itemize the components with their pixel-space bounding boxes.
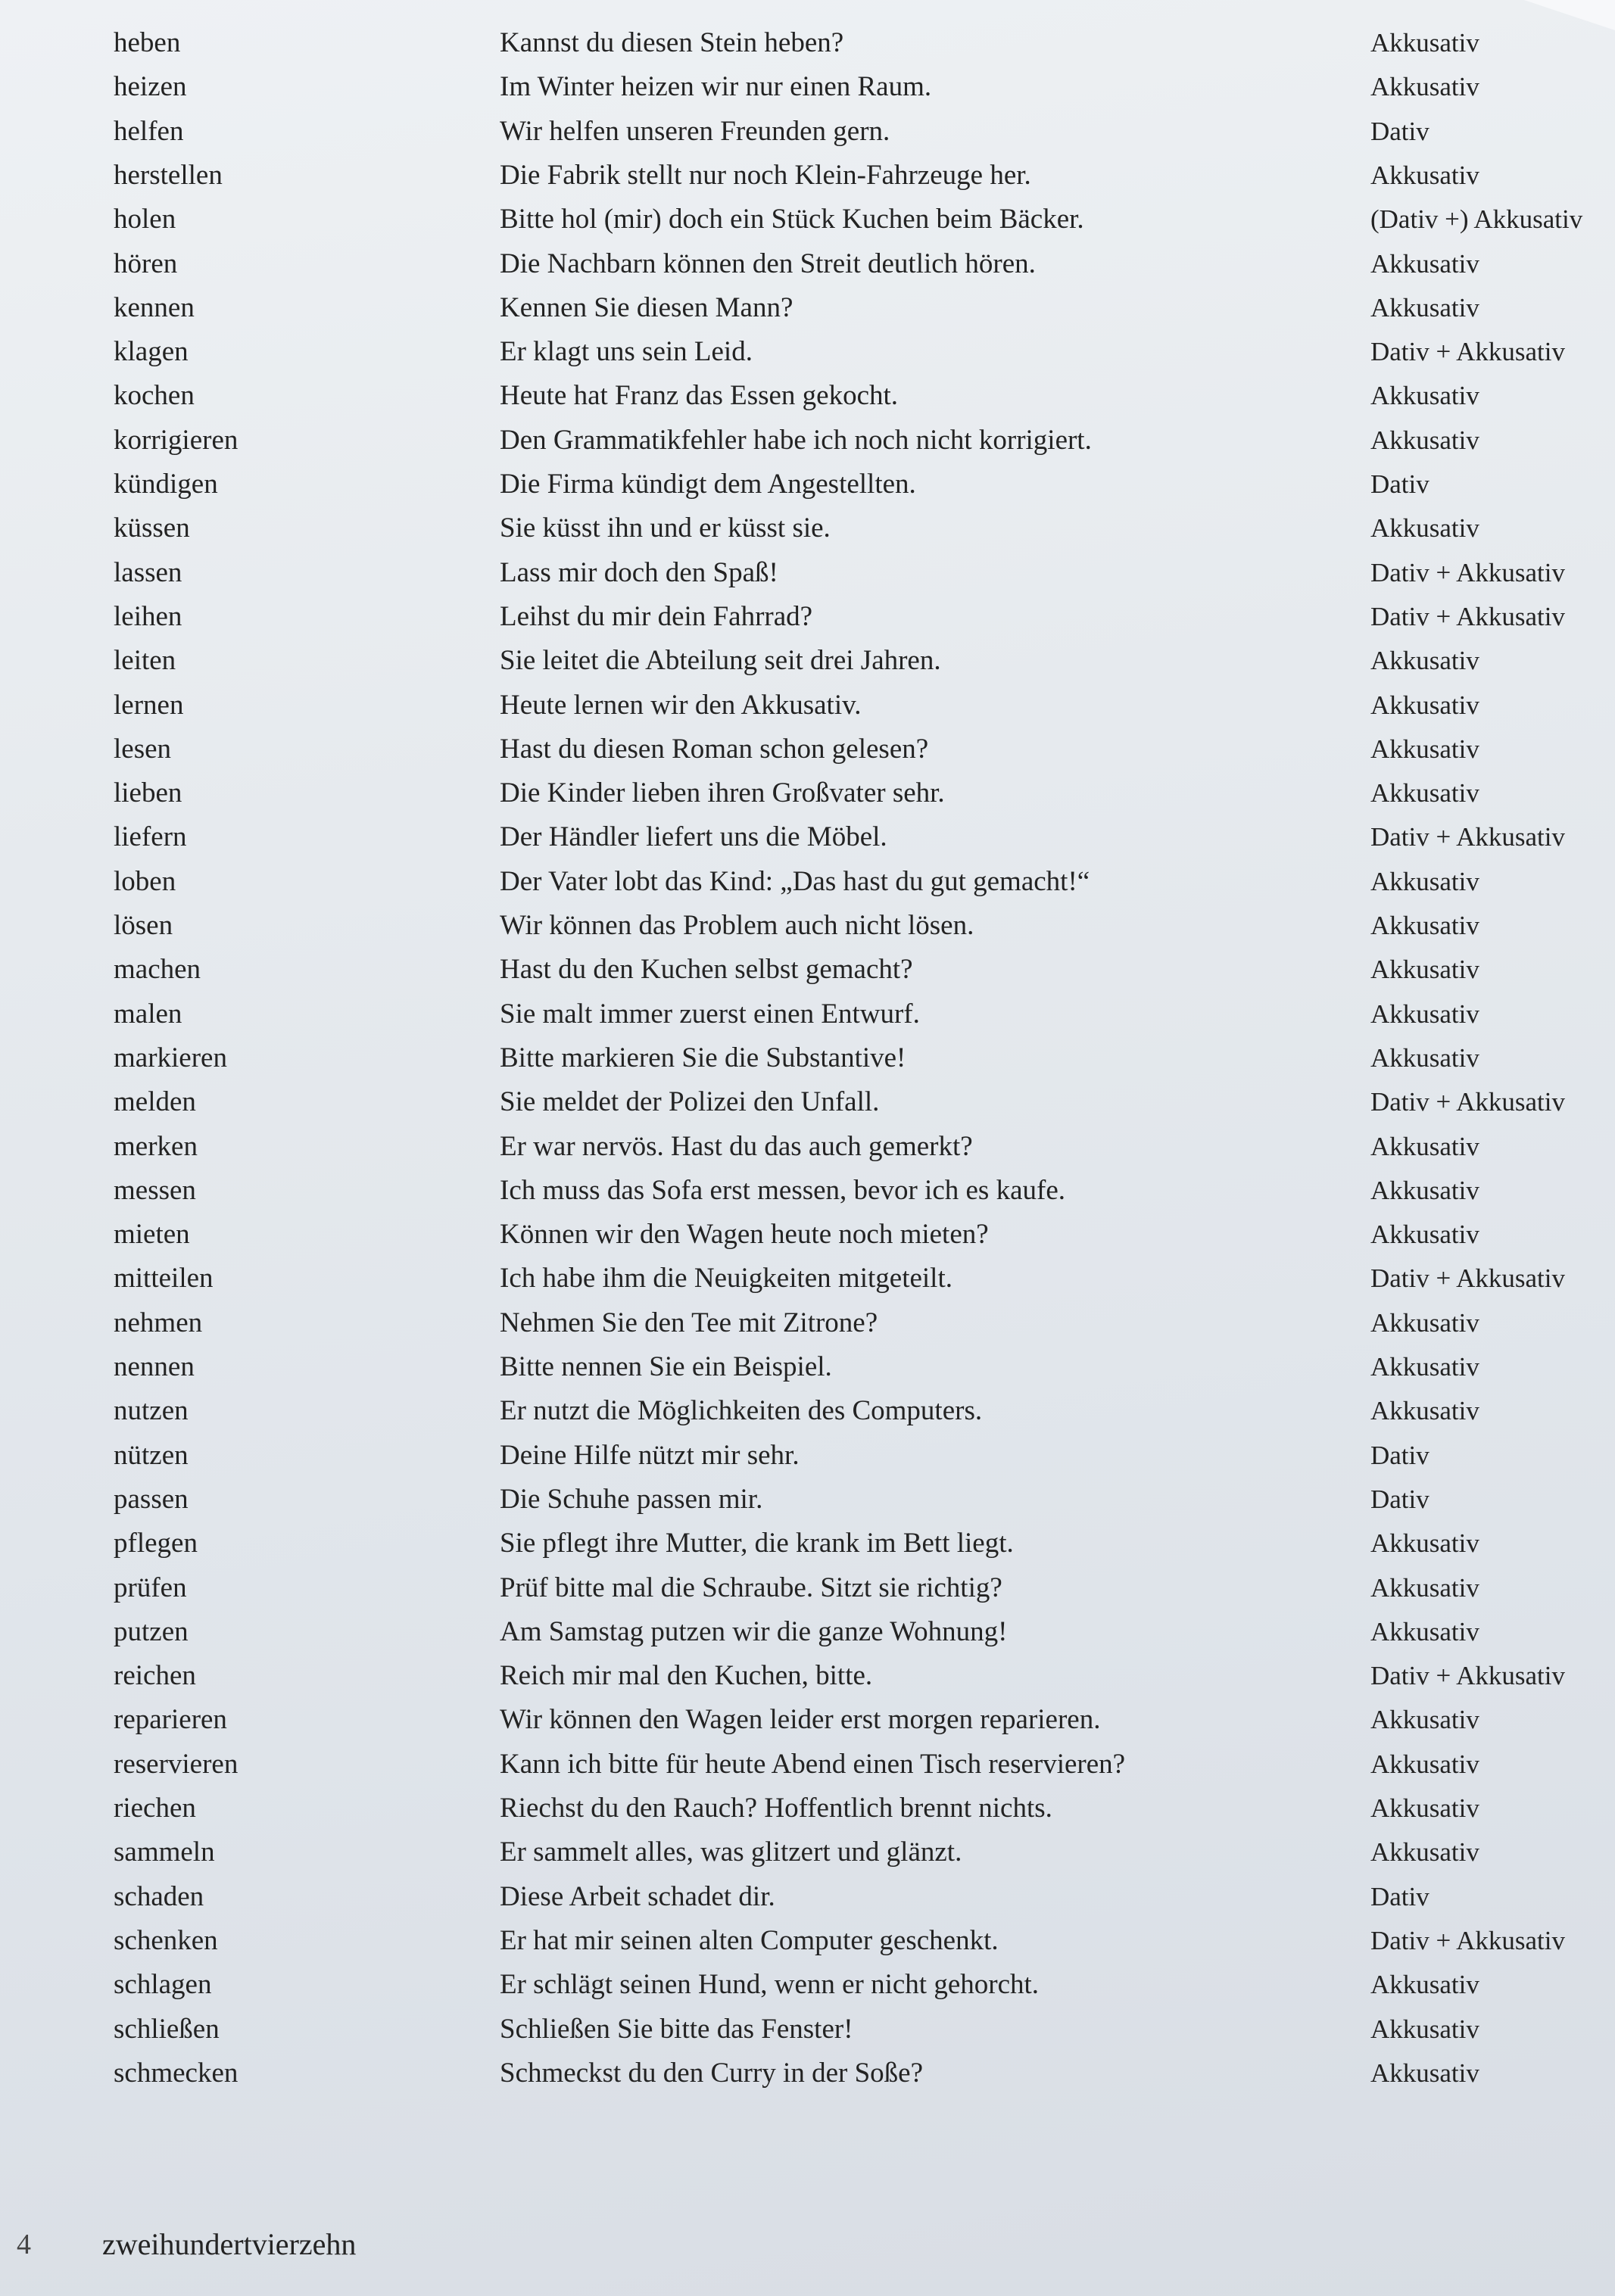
example-sentence: Kannst du diesen Stein heben? <box>500 27 844 58</box>
case-label: Akkusativ <box>1370 646 1479 676</box>
verb: lieben <box>114 777 182 809</box>
verb: kündigen <box>114 469 218 500</box>
verb-row <box>0 684 1615 727</box>
verb: leihen <box>114 600 182 632</box>
case-label: Akkusativ <box>1370 381 1479 411</box>
case-label: Akkusativ <box>1370 1352 1479 1382</box>
case-label: Akkusativ <box>1370 72 1479 102</box>
verb: heben <box>114 27 181 58</box>
example-sentence: Hast du den Kuchen selbst gemacht? <box>500 954 913 986</box>
example-sentence: Die Schuhe passen mir. <box>500 1483 763 1515</box>
case-label: Akkusativ <box>1370 292 1479 322</box>
example-sentence: Die Fabrik stellt nur noch Klein-Fahrzeuge her. <box>500 159 1031 191</box>
case-label: Dativ + Akkusativ <box>1370 557 1565 587</box>
verb: heizen <box>114 71 187 103</box>
example-sentence: Lass mir doch den Spaß! <box>500 556 778 588</box>
verb-row <box>0 286 1615 330</box>
case-label: Dativ + Akkusativ <box>1370 1661 1565 1691</box>
verb: loben <box>114 865 176 897</box>
verb-row <box>0 463 1615 506</box>
example-sentence: Schmeckst du den Curry in der Soße? <box>500 2057 923 2089</box>
example-sentence: Sie küsst ihn und er küsst sie. <box>500 512 831 544</box>
example-sentence: Ich habe ihm die Neuigkeiten mitgeteilt. <box>500 1263 952 1294</box>
case-label: Akkusativ <box>1370 1175 1479 1205</box>
example-sentence: Er hat mir seinen alten Computer geschenkt. <box>500 1924 999 1956</box>
verb: mitteilen <box>114 1263 214 1294</box>
example-sentence: Heute lernen wir den Akkusativ. <box>500 689 862 721</box>
verb-row <box>0 2051 1615 2095</box>
case-label: Akkusativ <box>1370 1396 1479 1426</box>
verb: kochen <box>114 380 195 412</box>
case-label: Akkusativ <box>1370 1793 1479 1823</box>
verb-row <box>0 1654 1615 1698</box>
verb: helfen <box>114 115 184 147</box>
verb-row <box>0 1522 1615 1565</box>
verb-row <box>0 1919 1615 1963</box>
verb-row <box>0 1389 1615 1433</box>
verb: klagen <box>114 336 189 368</box>
verb: reichen <box>114 1660 196 1692</box>
verb: schmecken <box>114 2057 239 2089</box>
example-sentence: Schließen Sie bitte das Fenster! <box>500 2013 853 2045</box>
verb-row <box>0 419 1615 463</box>
verb-row <box>0 21 1615 65</box>
verb-row <box>0 992 1615 1036</box>
case-label: Dativ + Akkusativ <box>1370 1925 1565 1955</box>
example-sentence: Riechst du den Rauch? Hoffentlich brennt nichts. <box>500 1793 1052 1824</box>
example-sentence: Sie leitet die Abteilung seit drei Jahren. <box>500 645 941 677</box>
case-label: Akkusativ <box>1370 2014 1479 2044</box>
verb-row <box>0 1963 1615 2007</box>
example-sentence: Können wir den Wagen heute noch mieten? <box>500 1219 989 1251</box>
example-sentence: Sie malt immer zuerst einen Entwurf. <box>500 998 920 1030</box>
verb-row <box>0 1125 1615 1169</box>
verb: nennen <box>114 1351 195 1382</box>
example-sentence: Er sammelt alles, was glitzert und glänzt. <box>500 1836 962 1868</box>
verb-row <box>0 815 1615 859</box>
verb: melden <box>114 1086 196 1118</box>
example-sentence: Deine Hilfe nützt mir sehr. <box>500 1439 800 1471</box>
verb: messen <box>114 1174 196 1206</box>
case-label: (Dativ +) Akkusativ <box>1370 204 1583 235</box>
example-sentence: Bitte nennen Sie ein Beispiel. <box>500 1351 832 1382</box>
example-sentence: Bitte markieren Sie die Substantive! <box>500 1042 906 1073</box>
verb: lesen <box>114 733 172 765</box>
example-sentence: Diese Arbeit schadet dir. <box>500 1880 775 1912</box>
page-number: 4 <box>17 2229 31 2260</box>
case-label: Akkusativ <box>1370 1837 1479 1868</box>
case-label: Akkusativ <box>1370 734 1479 764</box>
case-label: Akkusativ <box>1370 1528 1479 1559</box>
example-sentence: Kann ich bitte für heute Abend einen Tisch reservieren? <box>500 1748 1126 1780</box>
verb-row <box>0 506 1615 550</box>
verb: pflegen <box>114 1528 198 1559</box>
example-sentence: Wir können das Problem auch nicht lösen. <box>500 910 974 941</box>
case-label: Akkusativ <box>1370 425 1479 455</box>
case-label: Dativ + Akkusativ <box>1370 601 1565 631</box>
verb-row <box>0 2008 1615 2051</box>
case-label: Dativ + Akkusativ <box>1370 337 1565 367</box>
verb-row <box>0 1036 1615 1080</box>
verb: holen <box>114 204 176 235</box>
case-label: Akkusativ <box>1370 690 1479 720</box>
verb: merken <box>114 1130 198 1162</box>
case-label: Dativ <box>1370 1440 1429 1470</box>
page-number-word: zweihundertvierzehn <box>102 2227 357 2261</box>
example-sentence: Nehmen Sie den Tee mit Zitrone? <box>500 1307 878 1338</box>
verb-row <box>0 1698 1615 1742</box>
verb-row <box>0 374 1615 418</box>
verb: nutzen <box>114 1395 189 1427</box>
case-label: Dativ <box>1370 1881 1429 1911</box>
verb-row <box>0 771 1615 815</box>
verb: korrigieren <box>114 424 239 456</box>
verb: reparieren <box>114 1704 227 1736</box>
case-label: Dativ + Akkusativ <box>1370 1087 1565 1117</box>
case-label: Akkusativ <box>1370 160 1479 190</box>
verb: lernen <box>114 689 184 721</box>
example-sentence: Die Nachbarn können den Streit deutlich hören. <box>500 248 1036 279</box>
example-sentence: Er nutzt die Möglichkeiten des Computers. <box>500 1395 983 1427</box>
verb: nehmen <box>114 1307 203 1338</box>
verb-row <box>0 1830 1615 1874</box>
example-sentence: Der Vater lobt das Kind: „Das hast du gut gemacht!“ <box>500 865 1090 897</box>
verb: prüfen <box>114 1572 187 1603</box>
verb-row <box>0 1080 1615 1124</box>
example-sentence: Er klagt uns sein Leid. <box>500 336 753 368</box>
verb-row <box>0 948 1615 992</box>
case-label: Akkusativ <box>1370 1705 1479 1735</box>
verb-row <box>0 1213 1615 1257</box>
case-label: Akkusativ <box>1370 1131 1479 1161</box>
verb: leiten <box>114 645 176 677</box>
example-sentence: Den Grammatikfehler habe ich noch nicht korrigiert. <box>500 424 1092 456</box>
verb-row <box>0 1257 1615 1301</box>
case-label: Akkusativ <box>1370 2058 1479 2088</box>
case-label: Akkusativ <box>1370 1970 1479 2000</box>
verb-row <box>0 1345 1615 1389</box>
example-sentence: Er war nervös. Hast du das auch gemerkt? <box>500 1130 973 1162</box>
case-label: Akkusativ <box>1370 1307 1479 1338</box>
verb-row <box>0 1169 1615 1213</box>
verb-row <box>0 1566 1615 1610</box>
example-sentence: Im Winter heizen wir nur einen Raum. <box>500 71 932 103</box>
verb-row <box>0 242 1615 286</box>
case-label: Dativ <box>1370 469 1429 499</box>
example-sentence: Er schlägt seinen Hund, wenn er nicht gehorcht. <box>500 1969 1040 2001</box>
case-label: Dativ + Akkusativ <box>1370 1263 1565 1294</box>
example-sentence: Die Kinder lieben ihren Großvater sehr. <box>500 777 945 809</box>
example-sentence: Kennen Sie diesen Mann? <box>500 291 793 323</box>
verb: schenken <box>114 1924 218 1956</box>
verb: riechen <box>114 1793 196 1824</box>
verb: markieren <box>114 1042 227 1073</box>
verb-row <box>0 330 1615 374</box>
verb: passen <box>114 1483 189 1515</box>
verb: putzen <box>114 1615 189 1647</box>
verb-row <box>0 860 1615 904</box>
case-label: Akkusativ <box>1370 778 1479 808</box>
case-label: Akkusativ <box>1370 1220 1479 1250</box>
case-label: Akkusativ <box>1370 28 1479 58</box>
example-sentence: Reich mir mal den Kuchen, bitte. <box>500 1660 873 1692</box>
verb: küssen <box>114 512 190 544</box>
example-sentence: Heute hat Franz das Essen gekocht. <box>500 380 899 412</box>
verb: schließen <box>114 2013 220 2045</box>
verb: reservieren <box>114 1748 239 1780</box>
case-label: Akkusativ <box>1370 248 1479 279</box>
verb-row <box>0 1875 1615 1919</box>
case-label: Akkusativ <box>1370 998 1479 1029</box>
verb: liefern <box>114 821 187 853</box>
example-sentence: Bitte hol (mir) doch ein Stück Kuchen beim Bäcker. <box>500 204 1084 235</box>
verb-row <box>0 110 1615 154</box>
case-label: Akkusativ <box>1370 1749 1479 1779</box>
verb-row <box>0 551 1615 595</box>
verb-row <box>0 1787 1615 1830</box>
verb: schlagen <box>114 1969 212 2001</box>
verb-row <box>0 595 1615 639</box>
verb-row <box>0 65 1615 109</box>
case-label: Dativ <box>1370 116 1429 146</box>
verb: herstellen <box>114 159 223 191</box>
case-label: Akkusativ <box>1370 911 1479 940</box>
example-sentence: Prüf bitte mal die Schraube. Sitzt sie richtig? <box>500 1572 1002 1603</box>
verb-row <box>0 1434 1615 1478</box>
example-sentence: Die Firma kündigt dem Angestellten. <box>500 469 916 500</box>
case-label: Akkusativ <box>1370 1616 1479 1646</box>
verb: machen <box>114 954 201 986</box>
example-sentence: Sie meldet der Polizei den Unfall. <box>500 1086 880 1118</box>
verb-row <box>0 727 1615 771</box>
verb: kennen <box>114 291 195 323</box>
verb-row <box>0 1301 1615 1345</box>
verb-row <box>0 1610 1615 1654</box>
verb-row <box>0 198 1615 241</box>
verb-row <box>0 639 1615 683</box>
example-sentence: Wir können den Wagen leider erst morgen reparieren. <box>500 1704 1101 1736</box>
case-label: Akkusativ <box>1370 955 1479 985</box>
example-sentence: Leihst du mir dein Fahrrad? <box>500 600 813 632</box>
example-sentence: Hast du diesen Roman schon gelesen? <box>500 733 929 765</box>
case-label: Akkusativ <box>1370 513 1479 544</box>
verb: sammeln <box>114 1836 215 1868</box>
case-label: Dativ <box>1370 1484 1429 1514</box>
verb: lassen <box>114 556 182 588</box>
verb: malen <box>114 998 182 1030</box>
case-label: Akkusativ <box>1370 1572 1479 1603</box>
verb: lösen <box>114 910 173 941</box>
example-sentence: Am Samstag putzen wir die ganze Wohnung! <box>500 1615 1008 1647</box>
case-label: Dativ + Akkusativ <box>1370 822 1565 852</box>
example-sentence: Ich muss das Sofa erst messen, bevor ich es kaufe. <box>500 1174 1065 1206</box>
verb-row <box>0 1478 1615 1522</box>
verb: hören <box>114 248 178 279</box>
verb-row <box>0 154 1615 198</box>
case-label: Akkusativ <box>1370 1042 1479 1073</box>
verb: schaden <box>114 1880 204 1912</box>
verb-row <box>0 904 1615 948</box>
verb-row <box>0 1743 1615 1787</box>
verb: mieten <box>114 1219 190 1251</box>
example-sentence: Wir helfen unseren Freunden gern. <box>500 115 890 147</box>
example-sentence: Der Händler liefert uns die Möbel. <box>500 821 887 853</box>
example-sentence: Sie pflegt ihre Mutter, die krank im Bett liegt. <box>500 1528 1014 1559</box>
case-label: Akkusativ <box>1370 866 1479 896</box>
verb: nützen <box>114 1439 189 1471</box>
page-footer <box>0 2222 1615 2267</box>
